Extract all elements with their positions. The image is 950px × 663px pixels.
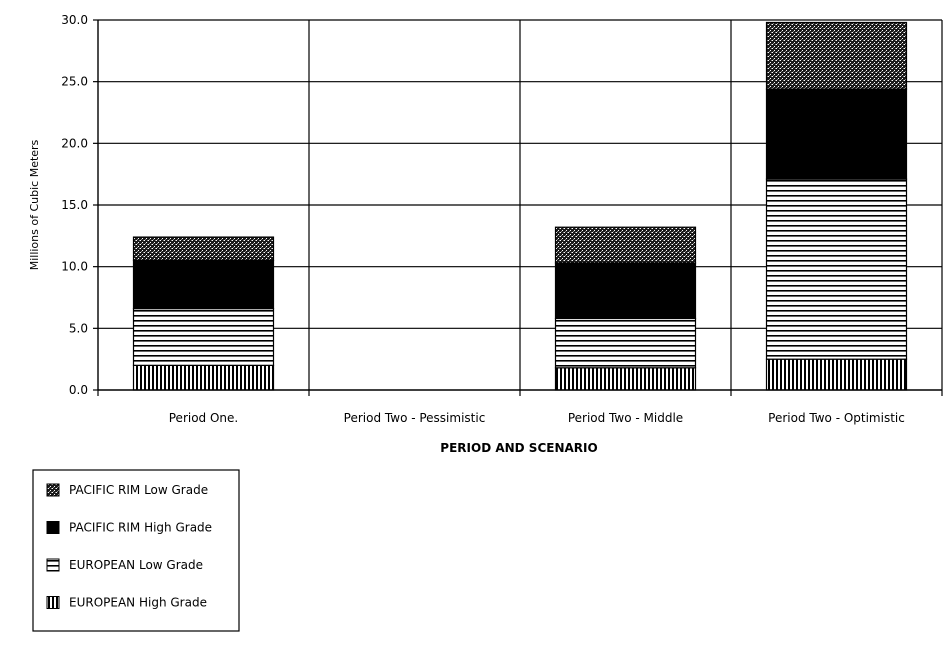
legend-swatch: [47, 522, 59, 534]
bar-segment: [767, 359, 907, 390]
bar-segment: [134, 365, 274, 390]
y-tick-label: 0.0: [68, 383, 88, 397]
bar-segment: [767, 22, 907, 89]
bar-segment: [556, 368, 696, 390]
y-tick-label: 20.0: [61, 136, 88, 151]
category-label: Period Two - Middle: [567, 411, 684, 425]
bar-segment: [767, 89, 907, 179]
legend-swatch: [47, 559, 59, 571]
bar-segment: [556, 263, 696, 319]
bar-segment: [556, 227, 696, 263]
legend-label: EUROPEAN High Grade: [69, 595, 207, 610]
legend-swatch: [47, 484, 59, 496]
category-label: Period Two - Pessimistic: [343, 411, 486, 425]
legend-label: EUROPEAN Low Grade: [69, 558, 203, 572]
y-tick-label: 15.0: [61, 198, 88, 212]
legend-label: PACIFIC RIM High Grade: [69, 520, 213, 535]
bar-segment: [767, 179, 907, 359]
category-label: Period Two - Optimistic: [768, 411, 905, 425]
category-label: Period One.: [168, 411, 239, 425]
y-tick-label: 10.0: [61, 259, 88, 274]
bar-segment: [134, 261, 274, 309]
x-axis-title: PERIOD AND SCENARIO: [440, 441, 598, 455]
y-tick-label: 30.0: [61, 13, 88, 27]
y-tick-label: 5.0: [68, 321, 88, 336]
y-axis-title: Millions of Cubic Meters: [28, 139, 41, 271]
bar-segment: [134, 237, 274, 260]
legend: [33, 470, 239, 631]
legend-label: PACIFIC RIM Low Grade: [69, 483, 209, 497]
bar-segment: [556, 318, 696, 367]
bar-segment: [134, 309, 274, 366]
y-tick-label: 25.0: [61, 74, 88, 89]
legend-swatch: [47, 597, 59, 609]
